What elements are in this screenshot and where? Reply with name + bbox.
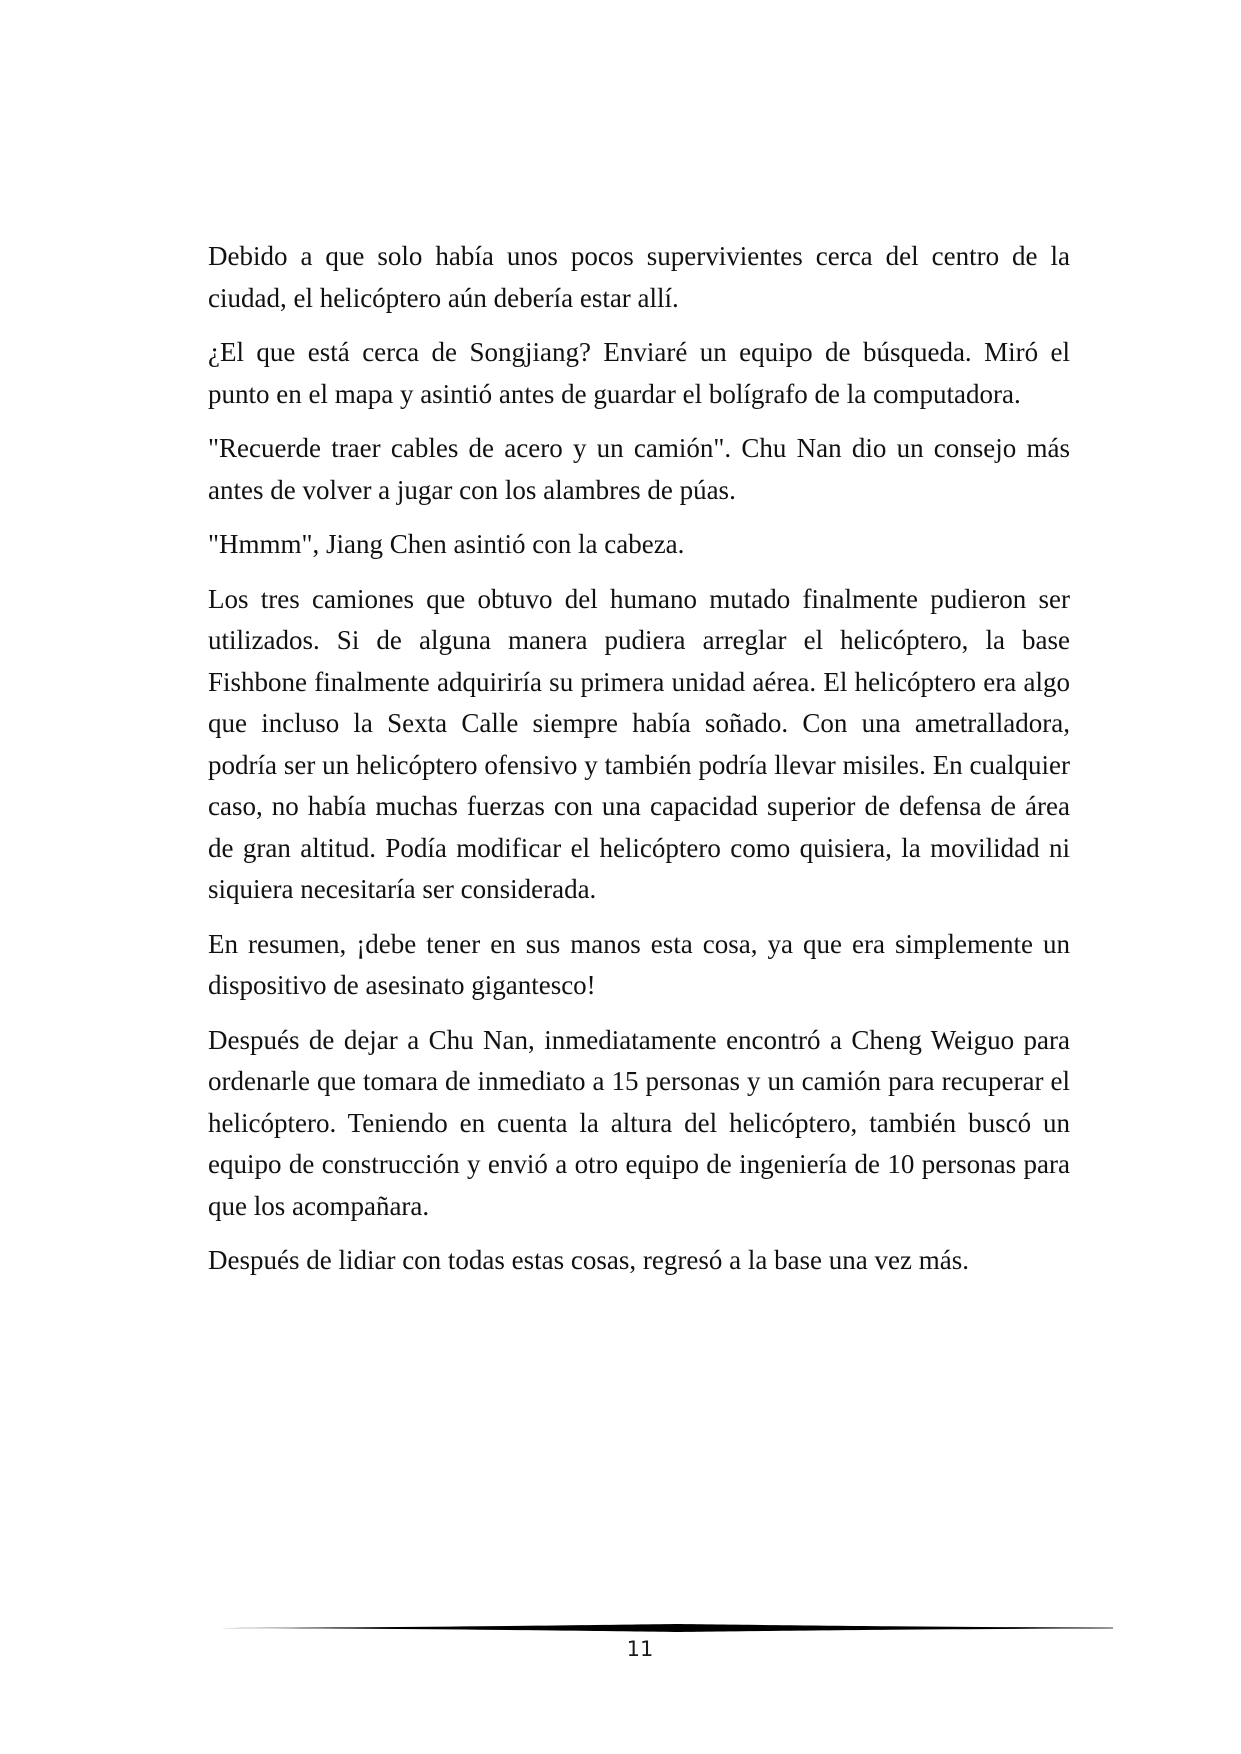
- paragraph: En resumen, ¡debe tener en sus manos esta cosa, ya que era simplemente un dispositivo de asesinato gigantesco!: [208, 928, 1070, 1000]
- paragraph: Después de dejar a Chu Nan, inmediatamente encontró a Cheng Weiguo para ordenarle que tomara de inmediato a 15 personas y un camión para recuperar el helicóptero. Teniendo en cuenta la altura del helicóptero, también buscó un equipo de construcción y envió a otro equipo de ingeniería de 10 personas para que los acompañara.: [208, 1024, 1070, 1221]
- footer-rule-stroke: [208, 1624, 1113, 1632]
- body-text: [208, 236, 1070, 1295]
- paragraph: ¿El que está cerca de Songjiang? Enviaré un equipo de búsqueda. Miró el punto en el mapa y asintió antes de guardar el bolígrafo de la computadora.: [208, 337, 1070, 409]
- page-number: 11: [626, 1637, 654, 1661]
- paragraph: Los tres camiones que obtuvo del humano mutado finalmente pudieron ser utilizados. Si de alguna manera pudiera arreglar el helicóptero, la base Fishbone finalmente adquiriría su primera unidad aérea. El helicóptero era algo que incluso la Sexta Calle siempre había soñado. Con una ametralladora, podría ser un helicóptero ofensivo y también podría llevar misiles. En cualquier caso, no había muchas fuerzas con una capacidad superior de defensa de área de gran altitud. Podía modificar el helicóptero como quisiera, la movilidad ni siquiera necesitaría ser considerada.: [208, 583, 1070, 904]
- footer-rule: [208, 1620, 1113, 1636]
- paragraph: Después de lidiar con todas estas cosas, regresó a la base una vez más.: [208, 1245, 969, 1275]
- paragraph: "Recuerde traer cables de acero y un camión". Chu Nan dio un consejo más antes de volver a jugar con los alambres de púas.: [208, 433, 1070, 505]
- paragraph: "Hmmm", Jiang Chen asintió con la cabeza.: [208, 529, 685, 559]
- paragraph: Debido a que solo había unos pocos supervivientes cerca del centro de la ciudad, el helicóptero aún debería estar allí.: [208, 241, 1070, 313]
